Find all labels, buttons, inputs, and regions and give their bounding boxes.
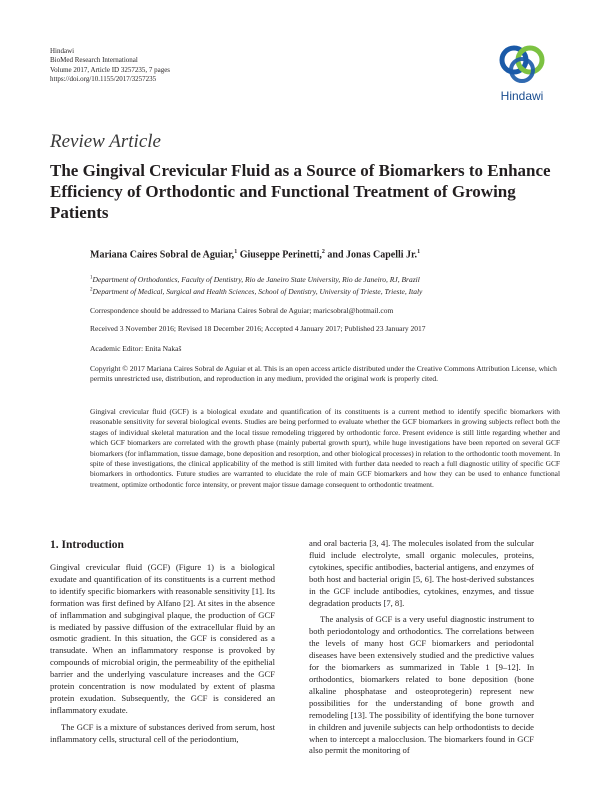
hindawi-logo-icon [490, 42, 554, 88]
affiliation-text: Department of Medical, Surgical and Health Sciences, School of Dentistry, University of Trieste, Trieste, Italy [92, 287, 423, 296]
academic-editor: Academic Editor: Enita Nakaš [90, 344, 182, 353]
author-name: and Jonas Capelli Jr. [327, 249, 418, 261]
publication-dates: Received 3 November 2016; Revised 18 December 2016; Accepted 4 January 2017; Published 23 January 2017 [90, 324, 426, 333]
author-name: Giuseppe Perinetti, [239, 249, 322, 261]
correspondence: Correspondence should be addressed to Mariana Caires Sobral de Aguiar; maricsobral@hotmail.com [90, 306, 394, 315]
section-heading: 1. Introduction [50, 539, 124, 551]
abstract: Gingival crevicular fluid (GCF) is a biological exudate and quantification of its constituents is a current method to identify specific biomarkers with reasonable sensitivity for several biological events. Studies are being performed to evaluate whether the GCF biomarkers in growing subjects reflect both the stages of individual skeletal maturation and the local tissue remodeling triggered by orthodontic force. Present evidence is still little regarding whether and which GCF biomarkers are correlated with the growth phase (mainly pubertal growth spurt), while huge investigations have been reported on several GCF biomarkers (for inflammation, tissue damage, bone deposition and resorption, and other biological processes) in relation to the orthodontic tooth movement. In spite of these investigations, the clinical applicability of the method is still limited with further data needed to reach a full diagnostic utility of specific GCF biomarkers in orthodontics. Future studies are warranted to elucidate the role of main GCF biomarkers and how they can be used to enhance functional treatment, optimize orthodontic force intensity, or prevent major tissue damage consequent to orthodontic treatment. [90, 407, 561, 489]
left-column [50, 562, 275, 746]
journal-name: BioMed Research International [50, 56, 138, 65]
affiliation-text: Department of Orthodontics, Faculty of Dentistry, Rio de Janeiro State University, Rio de Janeiro, RJ, Brazil [92, 275, 420, 284]
author-name: Mariana Caires Sobral de Aguiar, [90, 249, 235, 261]
copyright-notice: Copyright © 2017 Mariana Caires Sobral de Aguiar et al. This is an open access article distributed under the Creative Commons Attribution License, which permits unrestricted use, distribution, and reproduction in any medium, provided the original work is properly cited. [90, 364, 557, 383]
article-title: The Gingival Crevicular Fluid as a Source of Biomarkers to Enhance Efficiency of Orthodontic and Functional Treatment of Growing Patients [50, 161, 551, 222]
affiliation [90, 287, 560, 296]
paragraph: Gingival crevicular fluid (GCF) (Figure 1) is a biological exudate and quantification of its constituents is a current method to identify specific biomarkers with reasonable sensitivity [1]. Its formation was first defined by Alfano [2]. At sites in the absence of inflammation and subgingival plaque, the production of GCF is mediated by passive diffusion of the extracellular fluid by an osmotic gradient. In this situation, the GCF is considered as a transudate. When an inflammatory response is provoked by compounds of microbial origin, the permeability of the epithelial barrier and the underlying vasculature increases and the GCF protein concentration is now modulated by extent of plasma protein exudation. Subsequently, the GCF is considered an inflammatory exudate. [50, 562, 275, 715]
paragraph: The GCF is a mixture of substances derived from serum, host inflammatory cells, structural cell of the periodontium, [50, 721, 275, 744]
journal-meta [50, 47, 170, 85]
paragraph: The analysis of GCF is a very useful diagnostic instrument to both periodontology and orthodontics. The correlations between the levels of many host GCF biomarkers and periodontal diseases have been extensively studied and the predictive values for the biomarkers as summarized in Table 1 [9–12]. In orthodontics, biomarkers related to bone deposition (bone alkaline phosphatase and osteoprotegerin) represent new possibilities for the understanding of bone growth and remodeling [13]. The possibility of identifying the bone turnover in children and juvenile subjects can help orthodontists to decide when to intercept a malocclusion. The biomarkers found in GCF also permit the monitoring of [309, 614, 534, 756]
hindawi-logo [490, 42, 554, 106]
author-affil-mark: 1 [234, 249, 238, 255]
affiliation-mark: 1 [90, 275, 93, 281]
paragraph: and oral bacteria [3, 4]. The molecules isolated from the sulcular fluid include electrolyte, small organic molecules, proteins, cytokines, specific antibodies, bacterial antigens, and enzymes of both host and bacterial origin [5, 6]. The host-derived substances in the GCF include antibodies, cytokines, enzymes, and tissue degradation products [7, 8]. [309, 538, 534, 608]
author-affil-mark: 1 [417, 249, 421, 255]
volume-line: Volume 2017, Article ID 3257235, 7 pages [50, 65, 171, 74]
affiliation-mark: 2 [90, 287, 93, 293]
author-affil-mark: 2 [321, 249, 325, 255]
affiliation [90, 275, 560, 284]
doi-link[interactable]: https://doi.org/10.1155/2017/3257235 [50, 75, 157, 84]
logo-wordmark: Hindawi [500, 89, 544, 103]
article-type: Review Article [50, 131, 161, 152]
publisher-name: Hindawi [50, 47, 75, 55]
right-column [309, 538, 534, 757]
author-list [90, 249, 420, 260]
